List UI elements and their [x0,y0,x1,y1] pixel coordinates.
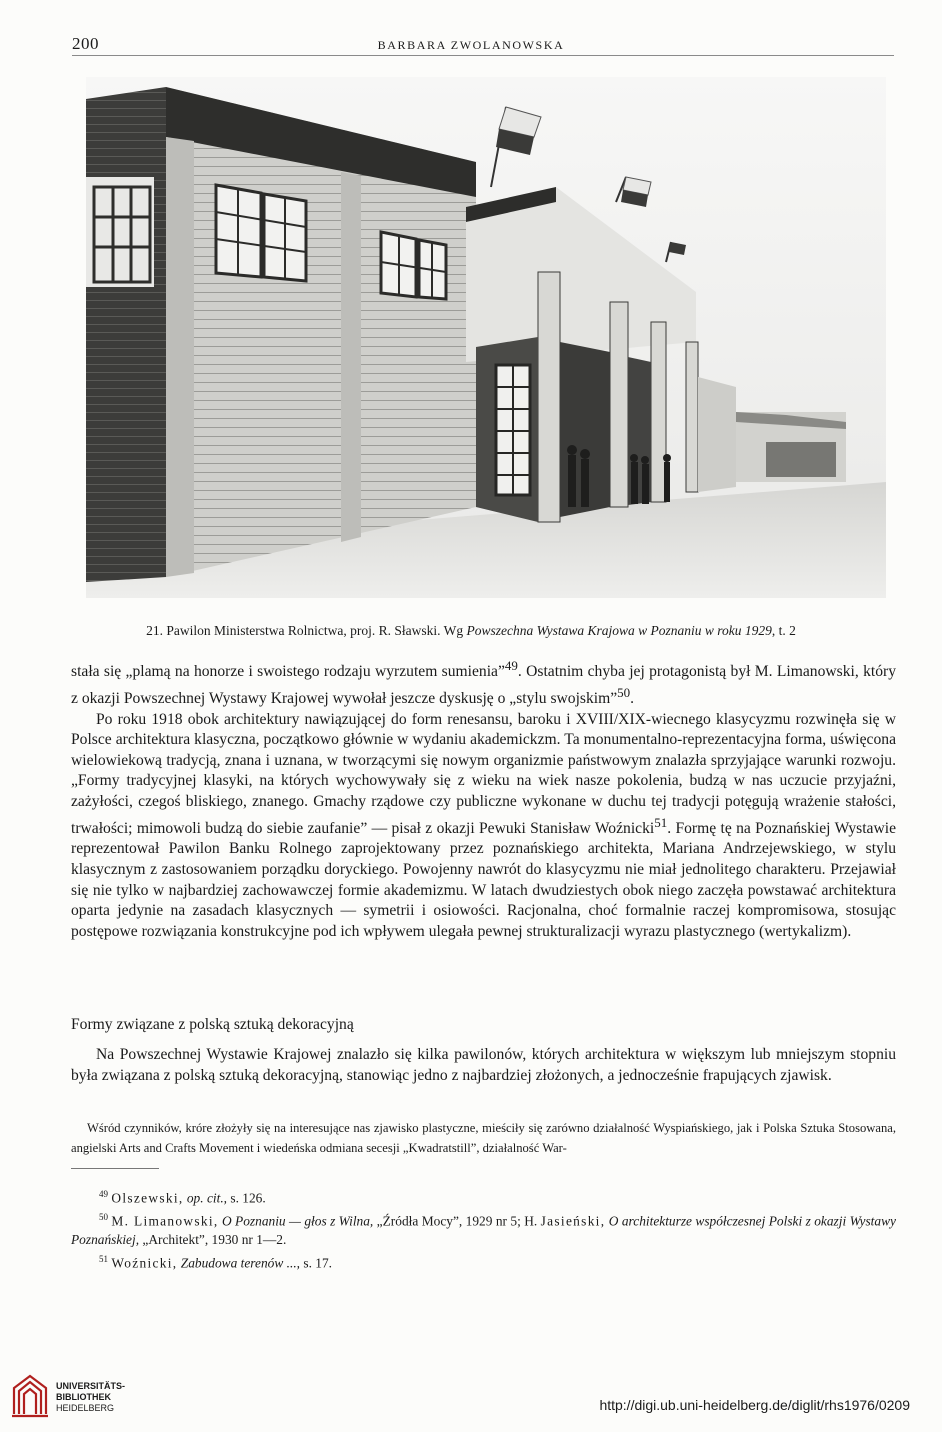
text-run: . Formę tę na Poznańskiej Wystawie reprezentował Pawilon Banku Rolnego zaprojektowany przez poznańskiego architekta, Mariana Andrzejewskiego, w stylu klasycznym z zastosowaniem porządku doryckiego. Powojenny nawrót do klasycyzmu nie miał jednolitego charakteru. Przejawiał się nie tylko w najbardziej zachowawczej formie akademizmu. W latach dwudziestych obok niego zaczęła powstawać architektura oparta jedynie na zasadach klasycznych — symetrii i osiowości. Racjonalna, choć formalnie raczej kompromisowa, stosując postępowe rozwiązania konstrukcyjne pod ich wpływem ulegała pewnej strukturalizacji wyrazu plastycznego (wertykalizm). [71,819,896,940]
footnote-author: Jasieński, [540,1213,606,1229]
footnote-ref[interactable]: 51 [654,814,668,830]
caption-title: Powszechna Wystawa Krajowa w Poznaniu w roku 1929 [466,623,772,638]
caption-text: 21. Pawilon Ministerstwa Rolnictwa, proj. R. Sławski. Wg [146,623,467,638]
university-library-logo-icon [10,1372,50,1418]
text-run: . [630,689,635,707]
body-text-block [71,656,896,942]
footnote-ref[interactable]: 49 [504,658,518,673]
footnote-50 [71,1208,896,1250]
section-heading: Formy związane z polską sztuką dekoracyjną [71,1016,354,1033]
text-run: . Ostatnim chyba jej protagonistą był M. Limanowski, który z okazji Powszechnej Wystawy Krajowej wywołał jeszcze dyskusję o „stylu swojskim” [71,663,896,707]
running-header-author: BARBARA ZWOLANOWSKA [377,38,565,52]
footnote-49 [71,1185,896,1208]
header-rule [72,55,894,56]
library-name [56,1381,125,1414]
footnote-rest: s. 126. [227,1190,266,1206]
library-line: UNIVERSITÄTS- [56,1381,126,1391]
footnote-title: Zabudowa terenów ..., [180,1255,301,1271]
text-run: Po roku 1918 obok architektury nawiązującej do form renesansu, baroku i XVIII/XIX-wiecnego klasycyzmu rozwinęła się w Polsce architektura klasyczna, początkowo głównie w wydaniu akademickzm. Ta monumentalno-reprezentacyjna forma, uświęcona wielowiekową tradycją, znana i uznana, w tworzącymi się nowym organizmie państwowym znalazła sprzyjające warunki rozwoju. „Formy tradycyjnej klasyki, na których wychowywały się z wieku na wiek nasze pokolenia, budzą w nas uczucie przyjaźni, zażyłości, czegoś bliskiego, znanego. Gmachy rządowe czy publiczne wykonane w duchu tej tradycji potęgują wrażenie stałości, trwałości; mimowoli budzą do siebie zaufanie” — pisał z okazji Pewuki Stanisław Woźnicki [71,710,896,837]
footnote-ref[interactable]: 50 [617,684,631,700]
library-line: BIBLIOTHEK [56,1392,111,1402]
paragraph-2 [71,710,896,943]
caption-end: , t. 2 [771,623,796,638]
footnote-author: M. Limanowski, [111,1213,219,1229]
footnote-rule [71,1168,159,1169]
body-text-block-2 [71,1045,896,1086]
paragraph-small: Wśród czynników, króre złożyły się na interesujące nas zjawisko plastyczne, mieściły się zarówno działalność Wyspiańskiego, jak i Polska Sztuka Stosowana, angielski Arts and Crafts Movement i wiedeńska odmiana secesji „Kwadratstill”, działalność War- [71,1121,896,1155]
footnote-rest: „Źródła Mocy”, 1929 nr 5; H. [373,1213,538,1229]
footnote-rest: s. 17. [300,1255,333,1271]
small-print-paragraph [71,1119,896,1158]
footnote-number: 49 [99,1189,108,1199]
source-url-link[interactable]: http://digi.ub.uni-heidelberg.de/diglit/rhs1976/0209 [599,1397,910,1413]
figure-caption [0,623,942,639]
footnote-51 [71,1250,896,1273]
footnotes [71,1185,896,1273]
text-run: stała się „plamą na honorze i swoistego rodzaju wyrzutem sumienia” [71,663,505,681]
page-number: 200 [72,34,99,53]
library-line: HEIDELBERG [56,1403,115,1413]
footnote-author: Olszewski, [111,1190,184,1206]
pavilion-photograph [86,77,886,598]
footnote-rest: „Architekt”, 1930 nr 1—2. [139,1232,287,1248]
footnote-title: O architekturze współczesnej Polski z okazji Wystawy Poznańskiej, [71,1213,896,1248]
footnote-author: Woźnicki, [111,1255,178,1271]
footnote-number: 50 [99,1212,108,1223]
footnote-title: op. cit., [186,1190,228,1206]
footnote-title: O Poznaniu — głos z Wilna, [221,1213,374,1229]
footnote-number: 51 [99,1254,108,1265]
paragraph-1 [71,656,896,710]
paragraph-3: Na Powszechnej Wystawie Krajowej znalazło się kilka pawilonów, których architektura w większym lub mniejszym stopniu była związana z polską sztuką dekoracyjną, stanowiąc jedno z najbardziej złożonych, a jednocześnie frapujących zjawisk. [71,1046,896,1084]
